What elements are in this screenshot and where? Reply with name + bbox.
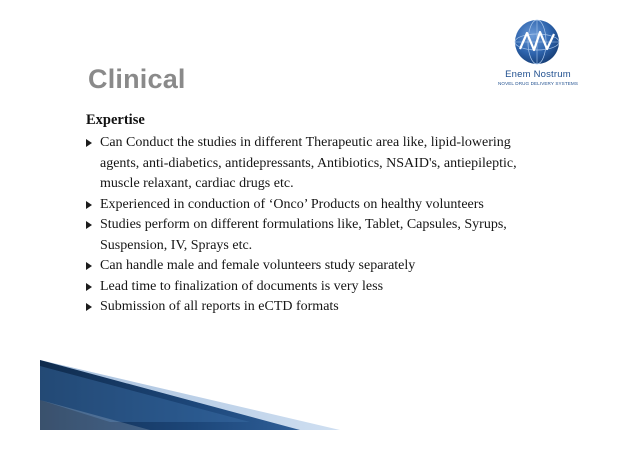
decorative-swoosh	[0, 360, 340, 430]
bullet-item	[82, 277, 522, 298]
bullet-text: Submission of all reports in eCTD formats	[100, 299, 339, 314]
bullet-text: Can Conduct the studies in different Therapeutic area like, lipid-lowering agents, anti-diabetics, antidepressants, Antibiotics, NSAID's, antiepileptic, muscle relaxant, cardiac drugs etc.	[100, 135, 517, 191]
triangle-bullet-icon	[86, 262, 92, 270]
bullet-text: Lead time to finalization of documents is very less	[100, 278, 384, 294]
logo-name: Enem Nostrum	[505, 69, 571, 80]
bullet-item	[82, 195, 522, 216]
bullet-list	[82, 133, 522, 318]
triangle-bullet-icon	[86, 221, 92, 229]
bullet-text: Can handle male and female volunteers study separately	[100, 258, 416, 273]
bullet-item	[82, 215, 522, 256]
bullet-item	[82, 256, 522, 277]
bullet-text: Experienced in conduction of ‘Onco’ Products on healthy volunteers	[100, 196, 484, 212]
logo-tagline: NOVEL DRUG DELIVERY SYSTEMS	[498, 81, 578, 86]
bullet-text: Studies perform on different formulations like, Tablet, Capsules, Syrups, Suspension, IV, Sprays etc.	[100, 217, 507, 253]
triangle-bullet-icon	[86, 139, 92, 147]
bullet-item	[82, 297, 522, 318]
triangle-bullet-icon	[86, 283, 92, 291]
company-logo	[490, 19, 586, 111]
triangle-bullet-icon	[86, 303, 92, 311]
globe-logo-icon	[514, 19, 560, 65]
bullet-item	[82, 133, 522, 195]
triangle-bullet-icon	[86, 201, 92, 209]
section-heading: Expertise	[86, 112, 145, 128]
slide-title: Clinical	[88, 64, 186, 94]
